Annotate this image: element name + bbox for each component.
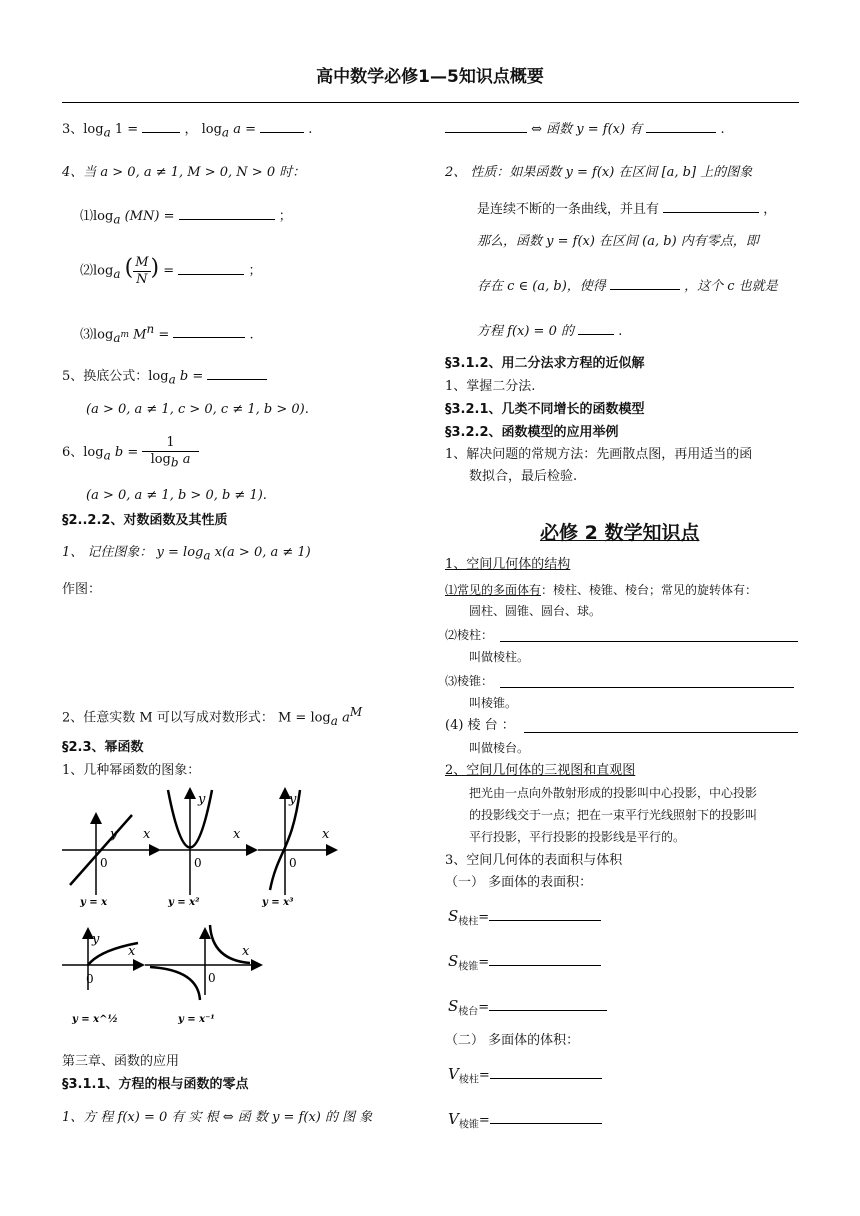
axis-y-label-3: y [289, 792, 297, 807]
graph-label-3: y = x³ [262, 897, 294, 908]
origin-label-4: 0 [86, 972, 94, 986]
axis-x-label-2: x [233, 827, 241, 842]
section-3-2-2: §3.2.2、函数模型的应用举例 [445, 425, 619, 440]
frustum-suffix: 叫做棱台。 [469, 741, 530, 755]
section-2-3: §2.3、幂函数 [62, 740, 144, 755]
section-2-2-2: §2..2.2、对数函数及其性质 [62, 513, 228, 528]
item-3: 3、$\log_a 1$ = ， $\log_a a$ = . [62, 122, 313, 140]
projection-line-3: 平行投影，平行投影的投影线是平行的。 [469, 830, 686, 844]
volume-subtitle: （二） 多面体的体积： [445, 1033, 580, 1048]
prism-label: ⑵棱柱： [445, 628, 494, 642]
log-graph-item: 1、 记住图象： $y = \log_a x(a > 0$, a ≠ 1) [62, 545, 311, 563]
section-3-1-2: §3.1.2、用二分法求方程的近似解 [445, 356, 645, 371]
title-rule [62, 102, 799, 103]
origin-label-3: 0 [289, 856, 297, 870]
projection-line-1: 把光由一点向外散射形成的投影叫中心投影，中心投影 [469, 786, 758, 800]
property-line-2: 是连续不断的一条曲线，并且有 ， [477, 202, 777, 217]
chapter-3-title: 第三章、函数的应用 [62, 1054, 180, 1069]
graph-label-2: y = x² [168, 897, 200, 908]
pyramid-blank [500, 687, 794, 688]
power-graphs-title: 1、几种幂函数的图象： [62, 763, 201, 778]
graph-y-eq-x2 [160, 790, 255, 895]
section-3-2-1: §3.2.1、几类不同增长的函数模型 [445, 402, 645, 417]
polyhedra-line-1: ⑴常见的多面体有：棱柱、棱锥、棱台；常见的旋转体有： [445, 583, 758, 597]
page-title: 高中数学必修1—5知识点概要 [316, 67, 544, 87]
prism-suffix: 叫做棱柱。 [469, 650, 530, 664]
power-function-graphs [60, 785, 420, 1035]
zero-point-continued: ⇔ 函数 y = f(x) 有 . [445, 120, 725, 138]
rule-4-1: $⑴\log_a$ (MN) = ； [80, 209, 292, 227]
graph-label-5: y = x⁻¹ [178, 1014, 215, 1025]
three-views-title: 2、空间几何体的三视图和直观图 [445, 763, 636, 778]
method-line-1: 1、解决问题的常规方法：先画散点图，再用适当的函 [445, 447, 753, 462]
prism-volume-formula: $V_{棱柱}=$ [448, 1065, 602, 1087]
frustum-surface-formula: $S_{棱台}=$ [448, 997, 607, 1019]
geometry-structure-title: 1、空间几何体的结构 [445, 557, 571, 572]
projection-line-2: 的投影线交于一点；把在一束平行光线照射下的投影叫 [469, 808, 758, 822]
item-6: 6、$\log_a b$ = $\frac{1}{\log_b a}$ [62, 435, 199, 470]
log-form-item: 2、任意实数 M 可以写成对数形式： $M = \log_a a^M$ [62, 705, 363, 728]
pyramid-volume-formula: $V_{棱锥}=$ [448, 1110, 602, 1132]
item-6-condition: (a > 0, a ≠ 1, b > 0, b ≠ 1). [86, 488, 267, 503]
section-3-1-1: §3.1.1、方程的根与函数的零点 [62, 1077, 249, 1092]
prism-surface-formula: $S_{棱柱}=$ [448, 907, 601, 929]
rule-4-2: $⑵\log_a$ ( $\frac{M}{N}$ ) = ； [80, 255, 262, 287]
origin-label-1: 0 [100, 856, 108, 870]
axis-y-label-1: y [110, 827, 118, 842]
axis-x-label-3: x [322, 827, 330, 842]
surface-area-subtitle: （一） 多面体的表面积： [445, 875, 593, 890]
item-5-condition: (a > 0, a ≠ 1, c > 0, c ≠ 1, b > 0). [86, 402, 309, 417]
zero-point-item: 1、方 程 f(x) = 0 有 实 根 ⇔ 函 数 y = f(x) 的 图 象 [62, 1110, 373, 1125]
origin-label-2: 0 [194, 856, 202, 870]
axis-x-label-5: x [242, 944, 250, 959]
polyhedra-line-2: 圆柱、圆锥、圆台、球。 [469, 604, 602, 618]
axis-y-label-4: y [92, 932, 100, 947]
rule-4-3: $⑶\log_{a^m}$ $M^n$ = . [80, 322, 254, 345]
axis-y-label-2: y [198, 792, 206, 807]
property-line-5: 方程 f(x) = 0 的 . [477, 324, 623, 339]
pyramid-label: ⑶棱锥： [445, 674, 494, 688]
graph-y-eq-x3 [258, 790, 335, 895]
surface-volume-title: 3、空间几何体的表面积与体积 [445, 853, 623, 868]
origin-label-5: 0 [208, 971, 216, 985]
compulsory-2-heading: 必修 2 数学知识点 [540, 522, 700, 544]
property-line-3: 那么，函数 y = f(x) 在区间 (a, b) 内有零点，即 [477, 234, 759, 249]
frustum-blank [524, 732, 798, 733]
method-line-2: 数拟合，最后检验. [469, 469, 578, 484]
graph-y-eq-inverse-x [145, 925, 260, 1000]
pyramid-suffix: 叫棱锥。 [469, 696, 518, 710]
prism-blank [500, 641, 798, 642]
property-line-4: 存在 c ∈ (a, b)，使得 ，这个 c 也就是 [477, 279, 778, 294]
graph-label-4: y = x^½ [72, 1014, 118, 1025]
draw-label: 作图： [62, 582, 102, 597]
pyramid-surface-formula: $S_{棱锥}=$ [448, 952, 601, 974]
graph-label-1: y = x [80, 897, 108, 908]
property-line-1: 2、 性质：如果函数 y = f(x) 在区间 [a, b] 上的图象 [445, 165, 753, 180]
item-5: 5、换底公式：$\log_a b$ = [62, 367, 267, 387]
axis-x-label-4: x [128, 944, 136, 959]
graph-y-eq-sqrt-x [62, 930, 142, 990]
axis-x-label-1: x [143, 827, 151, 842]
bisection-item: 1、掌握二分法. [445, 379, 536, 394]
item-4: 4、当 a > 0, a ≠ 1, M > 0, N > 0 时： [62, 165, 306, 180]
frustum-label: (4) 棱 台 ： [445, 718, 515, 733]
